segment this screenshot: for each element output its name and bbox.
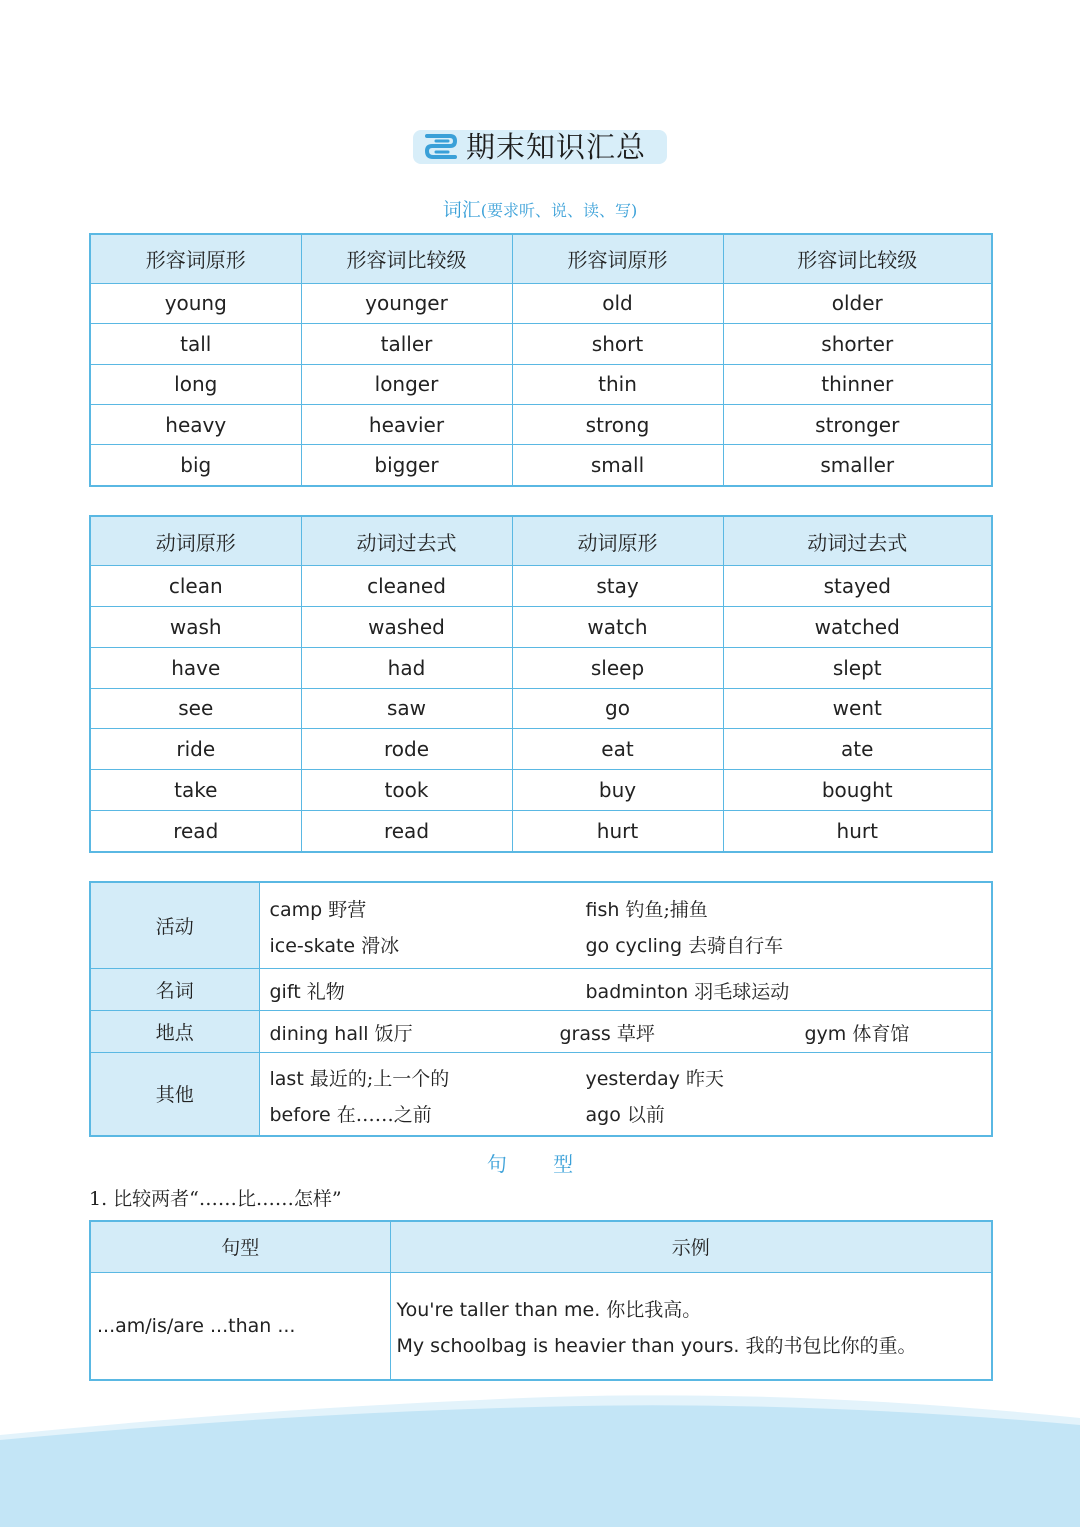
table-cell: see — [90, 688, 301, 729]
table-row — [90, 364, 992, 404]
word-en: badminton — [585, 981, 689, 1003]
category-items — [259, 1010, 992, 1052]
vocab-note: (要求听、说、读、写) — [480, 201, 638, 220]
table-cell: take — [90, 770, 301, 811]
word-zh: 在……之前 — [336, 1103, 432, 1126]
header-cell: 形容词比较级 — [301, 234, 512, 283]
word-en: ago — [585, 1103, 621, 1126]
table-cell: have — [90, 647, 301, 688]
table-cell: read — [90, 810, 301, 852]
table-cell: cleaned — [301, 566, 512, 607]
pattern-table — [89, 1220, 993, 1381]
word-en: before — [269, 1103, 331, 1126]
word-en: gift — [269, 981, 301, 1003]
word-zh: 饭厅 — [374, 1023, 413, 1045]
table-row — [90, 688, 992, 729]
adjectives-table — [89, 233, 993, 487]
table-row — [90, 607, 992, 648]
header-cell: 形容词原形 — [90, 234, 301, 283]
table-cell: long — [90, 364, 301, 404]
word-item — [586, 931, 784, 958]
example-en: You're taller than me. — [396, 1298, 601, 1321]
table-row-others — [90, 1052, 992, 1136]
word-en: yesterday — [585, 1067, 680, 1090]
header-cell: 动词过去式 — [301, 516, 512, 566]
table-cell: young — [90, 283, 301, 323]
table-cell: sleep — [512, 647, 723, 688]
header-cell: 动词原形 — [90, 516, 301, 566]
word-zh: 礼物 — [306, 981, 345, 1003]
word-en: ice-skate — [269, 935, 356, 958]
category-items — [259, 968, 992, 1010]
word-en: dining hall — [269, 1023, 369, 1045]
table-cell: younger — [301, 283, 512, 323]
example-zh: 我的书包比你的重。 — [745, 1334, 917, 1357]
table-row — [90, 647, 992, 688]
table-cell: older — [723, 283, 992, 323]
word-item — [270, 931, 400, 958]
table-row-activities — [90, 882, 992, 968]
table-row — [90, 729, 992, 770]
table-cell: had — [301, 647, 512, 688]
word-zh: 体育馆 — [852, 1023, 910, 1045]
example-sentence — [397, 1295, 702, 1322]
word-item — [270, 977, 345, 1004]
table-row — [90, 324, 992, 364]
table-cell: bigger — [301, 445, 512, 486]
table-cell: longer — [301, 364, 512, 404]
table-cell: slept — [723, 647, 992, 688]
table-cell: watched — [723, 607, 992, 648]
word-item — [586, 1100, 665, 1127]
word-en: gym — [804, 1023, 847, 1045]
word-en: fish — [585, 899, 620, 922]
word-en: last — [269, 1067, 304, 1090]
word-zh: 滑冰 — [361, 935, 400, 958]
pattern-text: ...am/is/are ...than ... — [97, 1314, 296, 1337]
table-cell: big — [90, 445, 301, 486]
word-zh: 草坪 — [616, 1023, 655, 1045]
table-cell: bought — [723, 770, 992, 811]
category-items — [259, 882, 992, 968]
category-label: 活动 — [90, 882, 259, 968]
table-cell: saw — [301, 688, 512, 729]
table-cell: washed — [301, 607, 512, 648]
table-cell: ride — [90, 729, 301, 770]
table-cell: ate — [723, 729, 992, 770]
example-en: My schoolbag is heavier than yours. — [396, 1334, 740, 1357]
word-item — [586, 1064, 724, 1091]
word-item — [270, 1019, 413, 1046]
table-cell: rode — [301, 729, 512, 770]
word-en: go cycling — [585, 935, 683, 958]
word-item — [586, 977, 790, 1004]
word-en: grass — [559, 1023, 611, 1045]
word-en: camp — [269, 899, 323, 922]
example-zh: 你比我高。 — [606, 1298, 702, 1321]
pattern-heading: 1. 比较两者“……比……怎样” — [89, 1188, 342, 1210]
table-cell: heavier — [301, 404, 512, 444]
table-cell: strong — [512, 404, 723, 444]
examples-cell — [390, 1272, 992, 1380]
table-cell: took — [301, 770, 512, 811]
table-cell: heavy — [90, 404, 301, 444]
table-cell: eat — [512, 729, 723, 770]
example-sentence — [397, 1331, 917, 1358]
word-item — [270, 1064, 450, 1091]
header-cell: 动词原形 — [512, 516, 723, 566]
table-cell: read — [301, 810, 512, 852]
word-item — [270, 1100, 432, 1127]
word-item — [586, 895, 708, 922]
table-cell: went — [723, 688, 992, 729]
table-cell: short — [512, 324, 723, 364]
word-zh: 最近的;上一个的 — [309, 1067, 450, 1090]
table-cell: thinner — [723, 364, 992, 404]
table-cell: hurt — [723, 810, 992, 852]
table-cell: old — [512, 283, 723, 323]
table-header-row — [90, 516, 992, 566]
word-item — [270, 895, 367, 922]
header-cell: 示例 — [390, 1221, 992, 1272]
category-label: 地点 — [90, 1010, 259, 1052]
header-cell: 句型 — [90, 1221, 390, 1272]
word-categories-table — [89, 881, 993, 1137]
word-zh: 以前 — [626, 1103, 665, 1126]
word-zh: 去骑自行车 — [688, 935, 784, 958]
table-cell: hurt — [512, 810, 723, 852]
table-cell: shorter — [723, 324, 992, 364]
table-cell: tall — [90, 324, 301, 364]
word-zh: 羽毛球运动 — [694, 981, 790, 1003]
vocab-section-title — [0, 195, 1080, 222]
table-row — [90, 1272, 992, 1380]
table-cell: stayed — [723, 566, 992, 607]
table-row — [90, 404, 992, 444]
word-zh: 昨天 — [685, 1067, 724, 1090]
table-row-nouns — [90, 968, 992, 1010]
table-row — [90, 566, 992, 607]
category-items — [259, 1052, 992, 1136]
category-label: 其他 — [90, 1052, 259, 1136]
table-cell: small — [512, 445, 723, 486]
table-cell: taller — [301, 324, 512, 364]
table-cell: stay — [512, 566, 723, 607]
table-row — [90, 810, 992, 852]
header-cell: 动词过去式 — [723, 516, 992, 566]
pattern-cell — [90, 1272, 390, 1380]
table-cell: wash — [90, 607, 301, 648]
table-cell: smaller — [723, 445, 992, 486]
table-cell: go — [512, 688, 723, 729]
decorative-wave — [0, 1380, 1080, 1527]
vocab-title: 词汇 — [442, 199, 481, 221]
word-zh: 钓鱼;捕鱼 — [625, 899, 708, 922]
table-row — [90, 770, 992, 811]
table-row — [90, 283, 992, 323]
table-header-row — [90, 1221, 992, 1272]
table-row — [90, 445, 992, 486]
word-zh: 野营 — [328, 899, 367, 922]
table-cell: buy — [512, 770, 723, 811]
sentence-section-title: 句 型 — [486, 1152, 594, 1176]
header-cell: 形容词原形 — [512, 234, 723, 283]
word-item — [560, 1019, 655, 1046]
table-row-places — [90, 1010, 992, 1052]
table-cell: watch — [512, 607, 723, 648]
table-cell: thin — [512, 364, 723, 404]
table-header-row — [90, 234, 992, 283]
table-cell: clean — [90, 566, 301, 607]
verbs-table — [89, 515, 993, 853]
category-label: 名词 — [90, 968, 259, 1010]
header-cell: 形容词比较级 — [723, 234, 992, 283]
table-cell: stronger — [723, 404, 992, 444]
word-item — [805, 1019, 910, 1046]
page-title: 期末知识汇总 — [466, 130, 647, 164]
knowledge-summary-icon — [424, 132, 458, 162]
